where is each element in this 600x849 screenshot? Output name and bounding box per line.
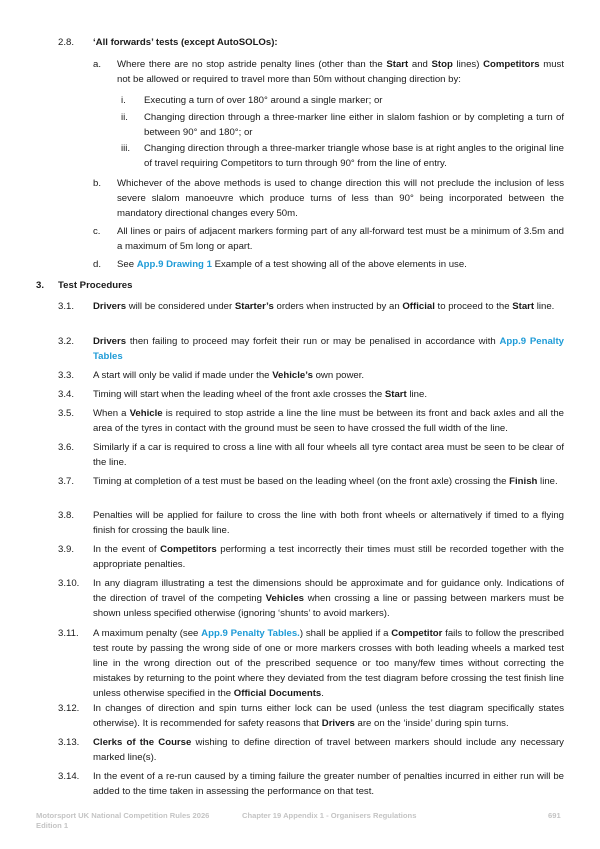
- clause-3-6: Similarly if a car is required to cross a line with all four wheels all tyre contact area must be seen to be clear of the line.: [93, 442, 564, 468]
- list-item: Executing a turn of over 180° around a single marker; or: [144, 95, 383, 106]
- clause-number: 3.4.: [58, 389, 75, 400]
- clause-number: 3.9.: [58, 544, 75, 555]
- clause-number: 3.14.: [58, 771, 80, 782]
- paragraph-2-8-b: Whichever of the above methods is used to change direction this will not preclude the inclusion of less severe slalom manoeuvre which produce turns of less than 90° being incorporated between the mandatory directional changes every 50m.: [117, 178, 564, 219]
- clause-3-2: Drivers then failing to proceed may forfeit their run or may be penalised in accordance with App.9 Penalty Tables: [93, 336, 564, 362]
- list-marker: a.: [93, 59, 102, 70]
- page-number: 691: [548, 811, 561, 820]
- clause-number: 3.3.: [58, 370, 75, 381]
- footer-title: Motorsport UK National Competition Rules 2026: [36, 811, 210, 820]
- app9-penalty-tables-link[interactable]: App.9 Penalty Tables.: [201, 628, 300, 639]
- footer-publication: [36, 811, 209, 831]
- paragraph-2-8-d: See App.9 Drawing 1 Example of a test showing all of the above elements in use.: [117, 259, 467, 270]
- clause-number: 3.2.: [58, 336, 75, 347]
- paragraph-2-8-a: Where there are no stop astride penalty lines (other than the Start and Stop lines) Competitors must not be allowed or required to travel more than 50m without changing direction by:: [117, 59, 564, 85]
- list-marker: b.: [93, 178, 102, 189]
- list-marker: i.: [121, 95, 126, 106]
- list-marker: iii.: [121, 143, 131, 154]
- clause-3-5: When a Vehicle is required to stop astride a line the line must be between its front and back axles and all the area of the tyres in contact with the ground must be seen to have crossed the full width of the line.: [93, 408, 564, 434]
- paragraph-2-8-c: All lines or pairs of adjacent markers forming part of any all-forward test must be a minimum of 3.5m and a maximum of 5m long or apart.: [117, 226, 564, 252]
- list-marker: ii.: [121, 112, 128, 123]
- list-marker: d.: [93, 259, 102, 270]
- clause-number: 3.6.: [58, 442, 75, 453]
- clause-3-8: Penalties will be applied for failure to cross the line with both front wheels or alternatively if timed to a flying finish for crossing the baulk line.: [93, 510, 564, 536]
- section-number: 3.: [36, 280, 45, 291]
- section-number: 2.8.: [58, 37, 75, 48]
- clause-3-10: In any diagram illustrating a test the dimensions should be approximate and for guidance only. Indications of the direction of travel of the competing Vehicles when crossing a line or passing between markers must be shown unless specified otherwise (ignoring ‘shunts’ to avoid markers).: [93, 578, 564, 619]
- list-item: Changing direction through a three-marker line either in slalom fashion or by completing a turn of between 90° and 180°; or: [144, 112, 564, 138]
- clause-number: 3.13.: [58, 737, 80, 748]
- clause-3-1: Drivers will be considered under Starter’s orders when instructed by an Official to proceed to the Start line.: [93, 301, 555, 312]
- clause-number: 3.10.: [58, 578, 80, 589]
- clause-number: 3.8.: [58, 510, 75, 521]
- clause-number: 3.12.: [58, 703, 80, 714]
- clause-3-4: Timing will start when the leading wheel of the front axle crosses the Start line.: [93, 389, 427, 400]
- app9-penalty-tables-link[interactable]: App.9 Penalty Tables: [93, 336, 564, 362]
- clause-3-14: In the event of a re-run caused by a timing failure the greater number of penalties incurred in either run will be added to the time taken in assessing the performance on that test.: [93, 771, 564, 797]
- clause-3-7: Timing at completion of a test must be based on the leading wheel (on the front axle) crossing the Finish line.: [93, 476, 558, 487]
- clause-3-13: Clerks of the Course wishing to define direction of travel between markers should include any necessary marked line(s).: [93, 737, 564, 763]
- clause-3-9: In the event of Competitors performing a test incorrectly their times must still be recorded together with the appropriate penalties.: [93, 544, 564, 570]
- section-heading: ‘All forwards’ tests (except AutoSOLOs):: [93, 37, 278, 48]
- app9-drawing1-link[interactable]: App.9 Drawing 1: [136, 259, 212, 270]
- section-heading: Test Procedures: [58, 280, 133, 291]
- clause-3-3: A start will only be valid if made under the Vehicle’s own power.: [93, 370, 365, 381]
- clause-number: 3.11.: [58, 628, 79, 639]
- clause-3-11: A maximum penalty (see App.9 Penalty Tables.) shall be applied if a Competitor fails to follow the prescribed test route by passing the wrong side of one or more markers crosses with both leading wheels a marked test line in the wrong direction out of the prescribed sequence or too many/few times without correcting the mistakes by returning to the point where they deviated from the test diagram before crossing the test finish line unless otherwise specified in the Official Documents.: [93, 628, 565, 699]
- list-item: Changing direction through a three-marker triangle whose base is at right angles to the original line of travel requiring Competitors to turn through 90° from the line of entry.: [144, 143, 564, 169]
- footer-chapter: Chapter 19 Appendix 1 - Organisers Regulations: [242, 811, 417, 820]
- clause-3-12: In changes of direction and spin turns either lock can be used (unless the test diagram specifically states otherwise). It is recommended for safety reasons that Drivers are on the ‘inside’ during spin turns.: [93, 703, 564, 729]
- clause-number: 3.5.: [58, 408, 75, 419]
- footer-edition: Edition 1: [36, 821, 69, 830]
- list-marker: c.: [93, 226, 101, 237]
- clause-number: 3.1.: [58, 301, 75, 312]
- clause-number: 3.7.: [58, 476, 75, 487]
